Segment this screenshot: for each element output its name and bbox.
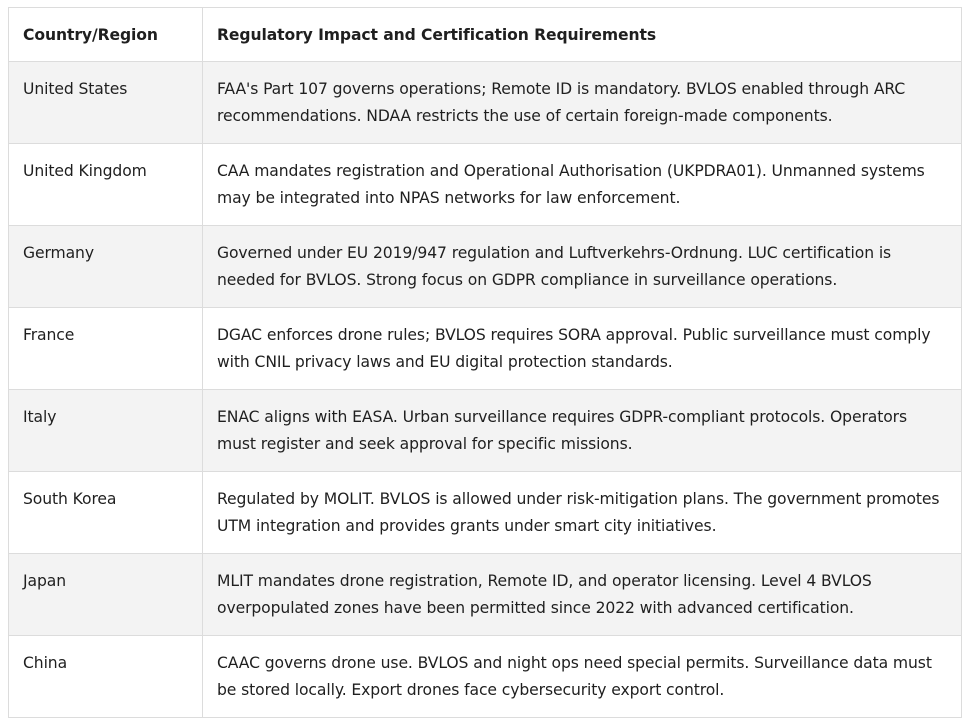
regulation-table-container	[8, 7, 961, 718]
requirements-cell: MLIT mandates drone registration, Remote ID, and operator licensing. Level 4 BVLOS overpopulated zones have been permitted since 2022 with advanced certification.	[203, 554, 962, 636]
country-cell: United States	[9, 62, 203, 144]
requirements-cell: Regulated by MOLIT. BVLOS is allowed under risk-mitigation plans. The government promotes UTM integration and provides grants under smart city initiatives.	[203, 472, 962, 554]
table-header-row	[9, 8, 962, 62]
requirements-cell: DGAC enforces drone rules; BVLOS requires SORA approval. Public surveillance must comply with CNIL privacy laws and EU digital protection standards.	[203, 308, 962, 390]
country-cell: Japan	[9, 554, 203, 636]
country-cell: Italy	[9, 390, 203, 472]
country-cell: China	[9, 636, 203, 718]
requirements-cell: ENAC aligns with EASA. Urban surveillance requires GDPR-compliant protocols. Operators must register and seek approval for specific missions.	[203, 390, 962, 472]
country-cell: United Kingdom	[9, 144, 203, 226]
header-regulatory-impact: Regulatory Impact and Certification Requirements	[203, 8, 962, 62]
table-row	[9, 62, 962, 144]
table-row	[9, 636, 962, 718]
regulation-table	[8, 7, 962, 718]
table-row	[9, 390, 962, 472]
table-row	[9, 226, 962, 308]
requirements-cell: Governed under EU 2019/947 regulation and Luftverkehrs-Ordnung. LUC certification is needed for BVLOS. Strong focus on GDPR compliance in surveillance operations.	[203, 226, 962, 308]
country-cell: France	[9, 308, 203, 390]
country-cell: Germany	[9, 226, 203, 308]
country-cell: South Korea	[9, 472, 203, 554]
table-row	[9, 144, 962, 226]
requirements-cell: CAAC governs drone use. BVLOS and night ops need special permits. Surveillance data must be stored locally. Export drones face cybersecurity export control.	[203, 636, 962, 718]
header-country-region: Country/Region	[9, 8, 203, 62]
requirements-cell: FAA's Part 107 governs operations; Remote ID is mandatory. BVLOS enabled through ARC recommendations. NDAA restricts the use of certain foreign-made components.	[203, 62, 962, 144]
table-row	[9, 308, 962, 390]
requirements-cell: CAA mandates registration and Operational Authorisation (UKPDRA01). Unmanned systems may be integrated into NPAS networks for law enforcement.	[203, 144, 962, 226]
table-row	[9, 472, 962, 554]
table-row	[9, 554, 962, 636]
